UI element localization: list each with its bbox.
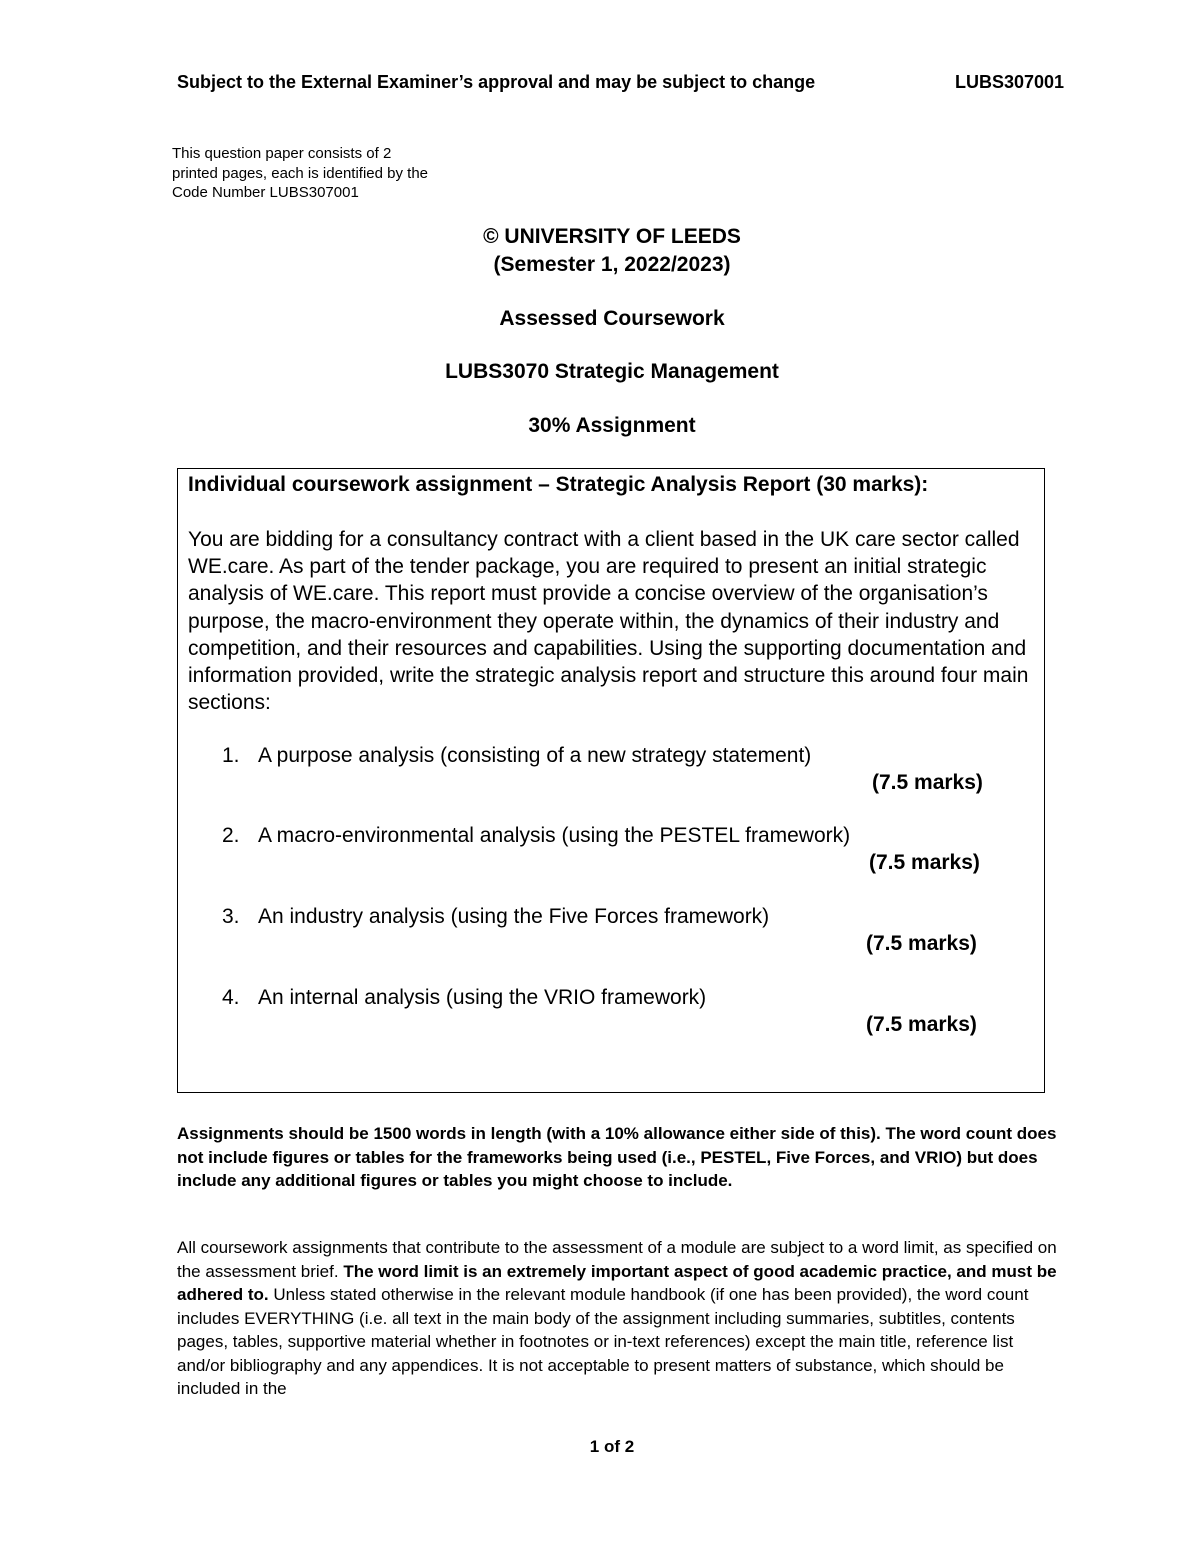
weighting-title: 30% Assignment	[528, 414, 696, 437]
header-code: LUBS307001	[955, 72, 1065, 92]
word-limit-policy	[177, 1236, 1057, 1401]
word-count-note: Assignments should be 1500 words in length (with a 10% allowance either side of this). The word count does not include figures or tables for the frameworks being used (i.e., PESTEL, Five Forces, and VRIO) but does include any additional figures or tables you might choose to include.	[177, 1124, 1057, 1190]
page-number: 1 of 2	[589, 1437, 635, 1456]
task-label: An internal analysis (using the VRIO framework)	[258, 986, 707, 1009]
word-limit-policy-part3: Unless stated otherwise in the relevant module handbook (if one has been provided), the word count includes EVERYTHING (i.e. all text in the main body of the assignment including summaries, subtitles, contents pages, tables, supportive material whether in footnotes or in-text references) except the main title, reference list and/or bibliography and any appendices. It is not acceptable to present matters of substance, which should be included in the	[177, 1285, 1029, 1398]
task-number: 2.	[222, 824, 240, 847]
assignment-heading: Individual coursework assignment – Strategic Analysis Report (30 marks):	[188, 473, 929, 496]
module-title: LUBS3070 Strategic Management	[445, 360, 779, 383]
task-label: A purpose analysis (consisting of a new strategy statement)	[258, 744, 812, 767]
task-marks: (7.5 marks)	[866, 1013, 977, 1036]
task-label: A macro-environmental analysis (using the PESTEL framework)	[258, 824, 851, 847]
task-marks: (7.5 marks)	[872, 771, 983, 794]
semester-title: (Semester 1, 2022/2023)	[493, 253, 731, 276]
word-limit-policy-emphasis: The word limit is an extremely important aspect of good academic practice, and must be adhered to.	[177, 1261, 1057, 1304]
task-label: An industry analysis (using the Five Forces framework)	[258, 905, 770, 928]
header-notice: Subject to the External Examiner’s approval and may be subject to change	[177, 72, 816, 92]
task-marks: (7.5 marks)	[869, 851, 980, 874]
assignment-intro: You are bidding for a consultancy contract with a client based in the UK care sector called WE.care. As part of the tender package, you are required to present an initial strategic analysis of WE.care. This report must provide a concise overview of the organisation’s purpose, the macro-environment they operate within, the dynamics of their industry and competition, and their resources and capabilities. Using the supporting documentation and information provided, write the strategic analysis report and structure this around four main sections:	[188, 528, 1029, 715]
university-title: © UNIVERSITY OF LEEDS	[483, 225, 741, 248]
task-marks: (7.5 marks)	[866, 932, 977, 955]
assessment-type-title: Assessed Coursework	[499, 307, 725, 330]
task-number: 1.	[222, 744, 240, 767]
word-limit-policy-part1: All coursework assignments that contribute to the assessment of a module are subject to a word limit, as specified on the assessment brief.	[177, 1238, 1057, 1281]
task-number: 4.	[222, 986, 240, 1009]
task-number: 3.	[222, 905, 240, 928]
paper-note: This question paper consists of 2 printed pages, each is identified by the Code Number LUBS307001	[172, 145, 429, 201]
